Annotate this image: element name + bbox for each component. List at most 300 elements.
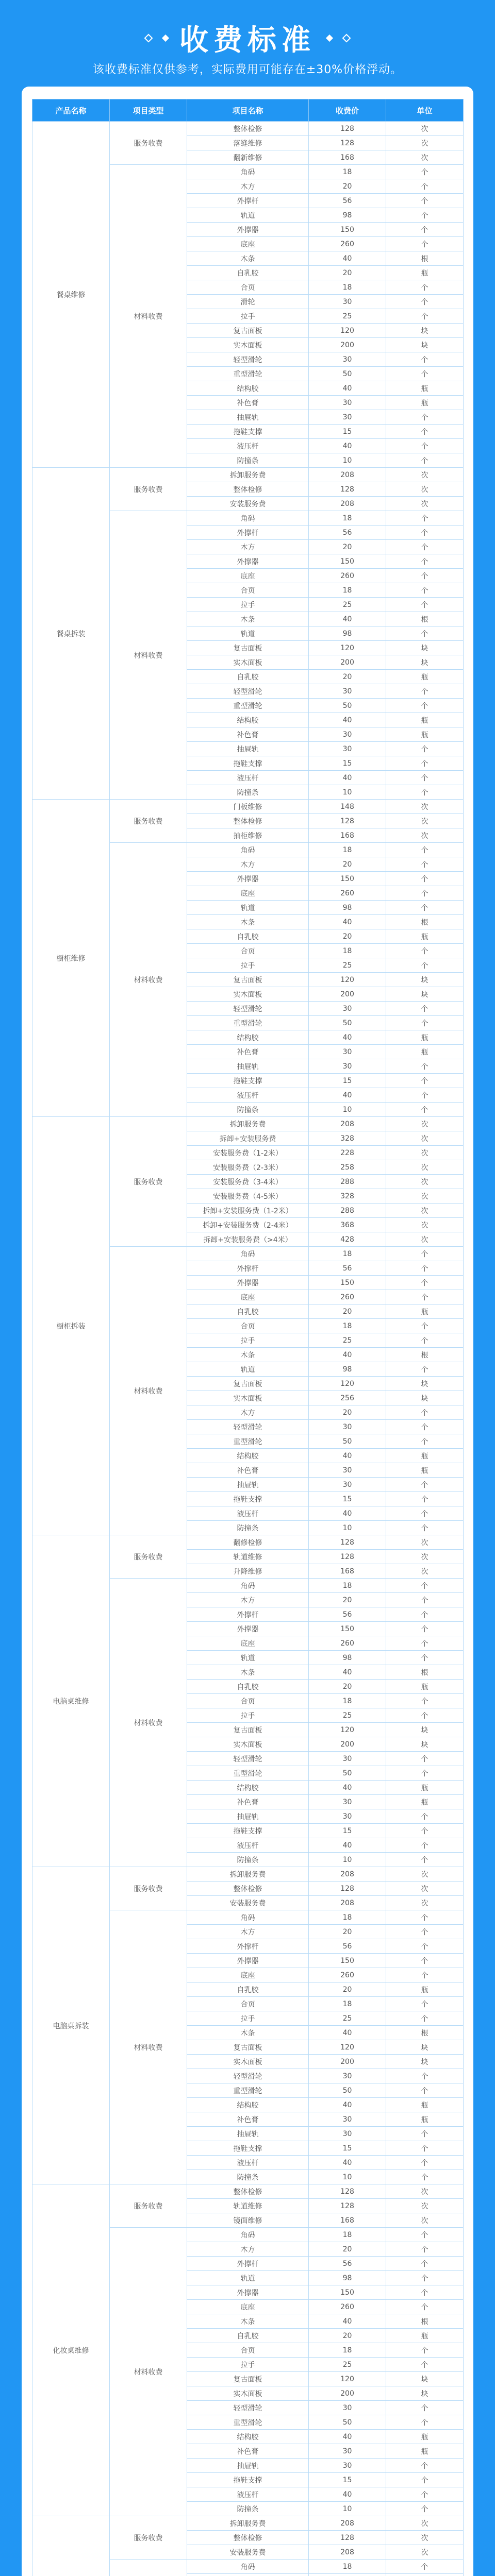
unit-cell: 个 — [386, 179, 464, 194]
item-name-cell: 轻型滑轮 — [187, 1420, 309, 1434]
price-cell: 168 — [309, 2213, 386, 2228]
price-cell: 128 — [309, 122, 386, 136]
price-cell: 20 — [309, 1304, 386, 1319]
item-name-cell: 安装服务费 — [187, 497, 309, 511]
price-cell: 200 — [309, 2055, 386, 2069]
item-name-cell: 整体检修 — [187, 2184, 309, 2199]
price-cell: 20 — [309, 2242, 386, 2257]
price-cell: 200 — [309, 338, 386, 352]
price-cell: 260 — [309, 237, 386, 251]
unit-cell: 个 — [386, 165, 464, 179]
price-cell: 25 — [309, 1333, 386, 1348]
unit-cell: 个 — [386, 1478, 464, 1492]
unit-cell: 个 — [386, 843, 464, 857]
price-cell: 18 — [309, 1247, 386, 1261]
unit-cell: 个 — [386, 1276, 464, 1290]
unit-cell: 个 — [386, 2069, 464, 2083]
unit-cell: 次 — [386, 150, 464, 165]
price-cell: 168 — [309, 828, 386, 843]
unit-cell: 瓶 — [386, 1449, 464, 1463]
item-name-cell: 外撑器 — [187, 223, 309, 237]
unit-cell: 个 — [386, 511, 464, 526]
product-name-cell: 橱柜拆装 — [32, 1117, 110, 1535]
unit-cell: 块 — [386, 641, 464, 655]
unit-cell: 瓶 — [386, 396, 464, 410]
unit-cell: 个 — [386, 598, 464, 612]
unit-cell: 块 — [386, 2386, 464, 2401]
item-name-cell: 复古面板 — [187, 1723, 309, 1737]
unit-cell: 个 — [386, 958, 464, 973]
price-cell: 30 — [309, 1002, 386, 1016]
price-cell: 10 — [309, 1853, 386, 1867]
item-name-cell: 整体检修 — [187, 122, 309, 136]
unit-cell: 次 — [386, 497, 464, 511]
unit-cell: 瓶 — [386, 381, 464, 396]
price-cell: 18 — [309, 944, 386, 958]
item-name-cell: 轻型滑轮 — [187, 684, 309, 699]
price-cell: 15 — [309, 1074, 386, 1088]
header — [0, 0, 495, 87]
unit-cell: 次 — [386, 1131, 464, 1146]
item-type-cell: 服务收费 — [110, 1535, 187, 1579]
item-name-cell: 抽屉轨 — [187, 1809, 309, 1824]
unit-cell: 次 — [386, 1232, 464, 1247]
table-header — [32, 99, 464, 122]
item-name-cell: 角码 — [187, 1247, 309, 1261]
item-name-cell: 外撑器 — [187, 2285, 309, 2300]
unit-cell: 个 — [386, 1853, 464, 1867]
price-cell: 168 — [309, 1564, 386, 1579]
item-name-cell: 防撞条 — [187, 1103, 309, 1117]
item-name-cell: 自乳胶 — [187, 266, 309, 280]
item-name-cell: 实木面板 — [187, 1391, 309, 1405]
price-cell: 256 — [309, 1391, 386, 1405]
price-cell: 150 — [309, 1276, 386, 1290]
price-cell: 208 — [309, 2545, 386, 2560]
unit-cell: 瓶 — [386, 2329, 464, 2343]
price-cell: 50 — [309, 367, 386, 381]
item-name-cell: 安装服务费（1-2米） — [187, 1146, 309, 1160]
unit-cell: 个 — [386, 944, 464, 958]
price-cell: 56 — [309, 1607, 386, 1622]
price-cell: 30 — [309, 1795, 386, 1809]
unit-cell: 个 — [386, 1002, 464, 1016]
item-name-cell: 补色膏 — [187, 396, 309, 410]
unit-cell: 块 — [386, 1391, 464, 1405]
price-cell: 40 — [309, 2156, 386, 2170]
price-cell: 30 — [309, 352, 386, 367]
item-name-cell: 拉手 — [187, 958, 309, 973]
unit-cell: 个 — [386, 1103, 464, 1117]
item-name-cell: 轻型滑轮 — [187, 352, 309, 367]
item-name-cell: 底座 — [187, 237, 309, 251]
price-cell: 30 — [309, 2127, 386, 2141]
price-cell: 20 — [309, 1593, 386, 1607]
column-header-product: 产品名称 — [32, 99, 110, 122]
unit-cell: 个 — [386, 280, 464, 295]
diamond-icon — [162, 35, 169, 42]
unit-cell: 个 — [386, 901, 464, 915]
price-cell: 148 — [309, 800, 386, 814]
unit-cell: 瓶 — [386, 1045, 464, 1059]
unit-cell: 次 — [386, 1550, 464, 1564]
item-name-cell: 拖鞋支撑 — [187, 2141, 309, 2156]
price-cell: 40 — [309, 1088, 386, 1103]
price-cell: 15 — [309, 425, 386, 439]
price-cell: 98 — [309, 626, 386, 641]
item-name-cell: 抽屉轨 — [187, 2459, 309, 2473]
unit-cell: 个 — [386, 540, 464, 554]
item-name-cell: 合页 — [187, 280, 309, 295]
item-name-cell: 合页 — [187, 1319, 309, 1333]
item-name-cell: 拆卸服务费 — [187, 1117, 309, 1131]
price-cell: 20 — [309, 1925, 386, 1939]
price-cell: 288 — [309, 1175, 386, 1189]
item-name-cell: 重型滑轮 — [187, 1434, 309, 1449]
diamond-outline-icon — [342, 34, 351, 43]
unit-cell: 个 — [386, 1997, 464, 2011]
price-cell: 128 — [309, 2531, 386, 2545]
item-type-cell: 服务收费 — [110, 1117, 187, 1247]
unit-cell: 瓶 — [386, 266, 464, 280]
item-type-cell: 材料收费 — [110, 1579, 187, 1867]
unit-cell: 次 — [386, 1535, 464, 1550]
price-cell: 120 — [309, 973, 386, 987]
unit-cell: 个 — [386, 1968, 464, 1982]
price-cell: 40 — [309, 915, 386, 929]
price-cell: 30 — [309, 1059, 386, 1074]
unit-cell: 瓶 — [386, 929, 464, 944]
unit-cell: 个 — [386, 1622, 464, 1636]
price-cell: 40 — [309, 771, 386, 785]
item-name-cell: 外撑杆 — [187, 194, 309, 208]
unit-cell: 次 — [386, 1564, 464, 1579]
price-cell: 30 — [309, 684, 386, 699]
price-cell: 260 — [309, 1968, 386, 1982]
price-cell: 128 — [309, 1550, 386, 1564]
item-name-cell: 轻型滑轮 — [187, 1002, 309, 1016]
item-name-cell: 自乳胶 — [187, 1982, 309, 1997]
price-cell: 200 — [309, 987, 386, 1002]
unit-cell: 瓶 — [386, 1982, 464, 1997]
price-cell: 30 — [309, 1463, 386, 1478]
item-type-cell: 服务收费 — [110, 800, 187, 843]
price-cell: 260 — [309, 886, 386, 901]
price-cell: 128 — [309, 136, 386, 150]
unit-cell: 瓶 — [386, 1781, 464, 1795]
item-name-cell: 复古面板 — [187, 2372, 309, 2386]
price-cell: 40 — [309, 2430, 386, 2444]
unit-cell: 瓶 — [386, 713, 464, 727]
unit-cell: 个 — [386, 1579, 464, 1593]
price-cell: 128 — [309, 814, 386, 828]
unit-cell: 次 — [386, 2516, 464, 2531]
item-name-cell: 拖鞋支撑 — [187, 2473, 309, 2487]
unit-cell: 块 — [386, 2040, 464, 2055]
price-cell: 56 — [309, 194, 386, 208]
unit-cell: 根 — [386, 251, 464, 266]
price-cell: 120 — [309, 2372, 386, 2386]
item-name-cell: 拆卸服务费 — [187, 2516, 309, 2531]
item-type-cell: 材料收费 — [110, 2228, 187, 2516]
unit-cell: 个 — [386, 2242, 464, 2257]
item-name-cell: 底座 — [187, 2300, 309, 2314]
item-name-cell: 木条 — [187, 1665, 309, 1680]
price-cell: 150 — [309, 1622, 386, 1636]
price-cell: 18 — [309, 2343, 386, 2358]
unit-cell: 个 — [386, 453, 464, 468]
item-name-cell: 轻型滑轮 — [187, 2069, 309, 2083]
item-name-cell: 外撑器 — [187, 1622, 309, 1636]
price-cell: 15 — [309, 2473, 386, 2487]
unit-cell: 次 — [386, 1146, 464, 1160]
price-cell: 18 — [309, 1579, 386, 1593]
item-name-cell: 重型滑轮 — [187, 2083, 309, 2098]
unit-cell: 个 — [386, 872, 464, 886]
price-cell: 56 — [309, 526, 386, 540]
item-name-cell: 安装服务费（4-5米） — [187, 1189, 309, 1204]
item-type-cell: 服务收费 — [110, 1867, 187, 1910]
product-name-cell: 餐桌维修 — [32, 122, 110, 468]
price-cell: 50 — [309, 2415, 386, 2430]
price-cell: 20 — [309, 857, 386, 872]
unit-cell: 个 — [386, 1506, 464, 1521]
unit-cell: 个 — [386, 2343, 464, 2358]
item-name-cell: 轨道维修 — [187, 2199, 309, 2213]
price-cell: 208 — [309, 2516, 386, 2531]
item-type-cell: 服务收费 — [110, 122, 187, 165]
price-cell: 25 — [309, 1708, 386, 1723]
item-name-cell: 轨道维修 — [187, 1550, 309, 1564]
unit-cell: 个 — [386, 1420, 464, 1434]
unit-cell: 块 — [386, 987, 464, 1002]
column-header-price: 收费价 — [309, 99, 386, 122]
unit-cell: 根 — [386, 2314, 464, 2329]
price-cell: 30 — [309, 1752, 386, 1766]
unit-cell: 瓶 — [386, 1795, 464, 1809]
item-name-cell: 结构胶 — [187, 1781, 309, 1795]
price-cell: 40 — [309, 1781, 386, 1795]
unit-cell: 次 — [386, 814, 464, 828]
item-name-cell: 拉手 — [187, 2011, 309, 2026]
unit-cell: 次 — [386, 2545, 464, 2560]
item-name-cell: 角码 — [187, 2560, 309, 2574]
product-name-cell — [32, 2516, 110, 2576]
unit-cell: 个 — [386, 223, 464, 237]
item-name-cell: 轨道 — [187, 2271, 309, 2285]
unit-cell: 根 — [386, 612, 464, 626]
item-name-cell: 自乳胶 — [187, 1680, 309, 1694]
item-name-cell: 拆卸+安装服务费 — [187, 1131, 309, 1146]
item-name-cell: 实木面板 — [187, 2386, 309, 2401]
unit-cell: 个 — [386, 1290, 464, 1304]
item-name-cell: 液压杆 — [187, 2156, 309, 2170]
item-name-cell: 外撑杆 — [187, 1607, 309, 1622]
item-name-cell: 防撞条 — [187, 2502, 309, 2516]
price-cell: 10 — [309, 1103, 386, 1117]
item-name-cell: 木方 — [187, 1593, 309, 1607]
price-cell: 200 — [309, 655, 386, 670]
item-name-cell: 实木面板 — [187, 987, 309, 1002]
item-name-cell: 合页 — [187, 1997, 309, 2011]
item-name-cell: 底座 — [187, 1968, 309, 1982]
price-cell: 10 — [309, 2170, 386, 2184]
price-cell: 40 — [309, 612, 386, 626]
price-cell: 228 — [309, 1146, 386, 1160]
price-cell: 120 — [309, 2040, 386, 2055]
unit-cell: 次 — [386, 2213, 464, 2228]
item-name-cell: 角码 — [187, 511, 309, 526]
price-cell: 260 — [309, 2300, 386, 2314]
price-cell: 150 — [309, 1954, 386, 1968]
item-name-cell: 整体检修 — [187, 482, 309, 497]
price-cell: 120 — [309, 1723, 386, 1737]
unit-cell: 个 — [386, 1074, 464, 1088]
item-name-cell: 结构胶 — [187, 713, 309, 727]
unit-cell: 个 — [386, 1607, 464, 1622]
item-name-cell: 液压杆 — [187, 439, 309, 453]
unit-cell: 块 — [386, 338, 464, 352]
unit-cell: 个 — [386, 237, 464, 251]
price-table — [32, 99, 464, 2576]
table-body — [32, 122, 464, 2576]
item-name-cell: 木条 — [187, 612, 309, 626]
item-name-cell: 底座 — [187, 1290, 309, 1304]
price-cell: 56 — [309, 1261, 386, 1276]
unit-cell: 个 — [386, 2459, 464, 2473]
price-cell: 30 — [309, 1809, 386, 1824]
unit-cell: 个 — [386, 2011, 464, 2026]
item-type-cell: 材料收费 — [110, 1910, 187, 2184]
table-row — [32, 800, 464, 814]
unit-cell: 次 — [386, 2531, 464, 2545]
product-name-cell: 橱柜维修 — [32, 800, 110, 1117]
unit-cell: 瓶 — [386, 1304, 464, 1319]
unit-cell: 个 — [386, 526, 464, 540]
item-name-cell: 重型滑轮 — [187, 367, 309, 381]
unit-cell: 根 — [386, 1348, 464, 1362]
item-name-cell: 拆卸+安装服务费（2-4米） — [187, 1218, 309, 1232]
item-name-cell: 木方 — [187, 1925, 309, 1939]
price-cell: 168 — [309, 150, 386, 165]
unit-cell: 次 — [386, 1867, 464, 1882]
title-row — [0, 18, 495, 59]
unit-cell: 次 — [386, 122, 464, 136]
unit-cell: 块 — [386, 2055, 464, 2069]
price-cell: 30 — [309, 727, 386, 742]
item-name-cell: 外撑杆 — [187, 1261, 309, 1276]
price-cell: 50 — [309, 1434, 386, 1449]
unit-cell: 个 — [386, 1954, 464, 1968]
product-name-cell: 电脑桌拆装 — [32, 1867, 110, 2184]
price-cell: 40 — [309, 2487, 386, 2502]
price-cell: 18 — [309, 1997, 386, 2011]
column-header-type: 项目类型 — [110, 99, 187, 122]
price-cell: 50 — [309, 1016, 386, 1030]
price-cell: 368 — [309, 1218, 386, 1232]
item-name-cell: 翻修检修 — [187, 1535, 309, 1550]
unit-cell: 个 — [386, 1694, 464, 1708]
item-name-cell: 木方 — [187, 1405, 309, 1420]
item-name-cell — [187, 2574, 309, 2576]
unit-cell: 个 — [386, 1261, 464, 1276]
unit-cell: 次 — [386, 136, 464, 150]
item-name-cell: 外撑器 — [187, 1276, 309, 1290]
unit-cell: 个 — [386, 1939, 464, 1954]
unit-cell: 个 — [386, 2257, 464, 2271]
item-name-cell: 拆卸+安装服务费（>4米） — [187, 1232, 309, 1247]
diamond-icon — [326, 35, 333, 42]
price-cell: 260 — [309, 1636, 386, 1651]
item-name-cell: 拆卸+安装服务费（1-2米） — [187, 1204, 309, 1218]
price-cell: 25 — [309, 2358, 386, 2372]
item-name-cell: 外撑杆 — [187, 2257, 309, 2271]
product-name-cell: 化妆桌维修 — [32, 2184, 110, 2516]
price-cell: 20 — [309, 670, 386, 684]
table-row — [32, 1867, 464, 1882]
item-name-cell: 安装服务费 — [187, 1896, 309, 1910]
item-name-cell: 抽屉轨 — [187, 1478, 309, 1492]
item-name-cell: 自乳胶 — [187, 929, 309, 944]
price-cell: 40 — [309, 1449, 386, 1463]
unit-cell: 个 — [386, 2156, 464, 2170]
item-name-cell: 补色膏 — [187, 727, 309, 742]
unit-cell: 个 — [386, 886, 464, 901]
price-cell: 150 — [309, 223, 386, 237]
unit-cell: 个 — [386, 2300, 464, 2314]
price-cell: 40 — [309, 2098, 386, 2112]
item-name-cell: 抽屉轨 — [187, 742, 309, 756]
unit-cell: 个 — [386, 2083, 464, 2098]
price-cell: 200 — [309, 1737, 386, 1752]
price-cell: 208 — [309, 497, 386, 511]
unit-cell: 次 — [386, 2184, 464, 2199]
item-type-cell: 服务收费 — [110, 2516, 187, 2560]
item-name-cell: 防撞条 — [187, 1521, 309, 1535]
unit-cell: 块 — [386, 655, 464, 670]
item-name-cell: 抽柜维修 — [187, 828, 309, 843]
unit-cell: 个 — [386, 742, 464, 756]
item-name-cell: 复古面板 — [187, 324, 309, 338]
price-cell: 18 — [309, 843, 386, 857]
unit-cell: 个 — [386, 2228, 464, 2242]
item-name-cell: 木方 — [187, 2242, 309, 2257]
item-name-cell: 防撞条 — [187, 2170, 309, 2184]
item-name-cell: 轻型滑轮 — [187, 2401, 309, 2415]
unit-cell: 个 — [386, 626, 464, 641]
price-cell: 40 — [309, 251, 386, 266]
unit-cell: 个 — [386, 425, 464, 439]
item-name-cell: 防撞条 — [187, 785, 309, 800]
unit-cell: 块 — [386, 2372, 464, 2386]
item-name-cell: 拉手 — [187, 1708, 309, 1723]
item-name-cell: 落缝维修 — [187, 136, 309, 150]
unit-cell: 个 — [386, 410, 464, 425]
price-cell: 50 — [309, 699, 386, 713]
unit-cell: 个 — [386, 2141, 464, 2156]
unit-cell: 个 — [386, 2560, 464, 2574]
unit-cell: 个 — [386, 2473, 464, 2487]
table-row — [32, 2516, 464, 2531]
product-name-cell: 电脑桌维修 — [32, 1535, 110, 1867]
table-row — [32, 468, 464, 482]
item-name-cell: 结构胶 — [187, 1449, 309, 1463]
item-name-cell: 木方 — [187, 857, 309, 872]
unit-cell: 个 — [386, 771, 464, 785]
price-cell: 40 — [309, 713, 386, 727]
price-cell: 128 — [309, 2184, 386, 2199]
item-name-cell: 外撑器 — [187, 1954, 309, 1968]
